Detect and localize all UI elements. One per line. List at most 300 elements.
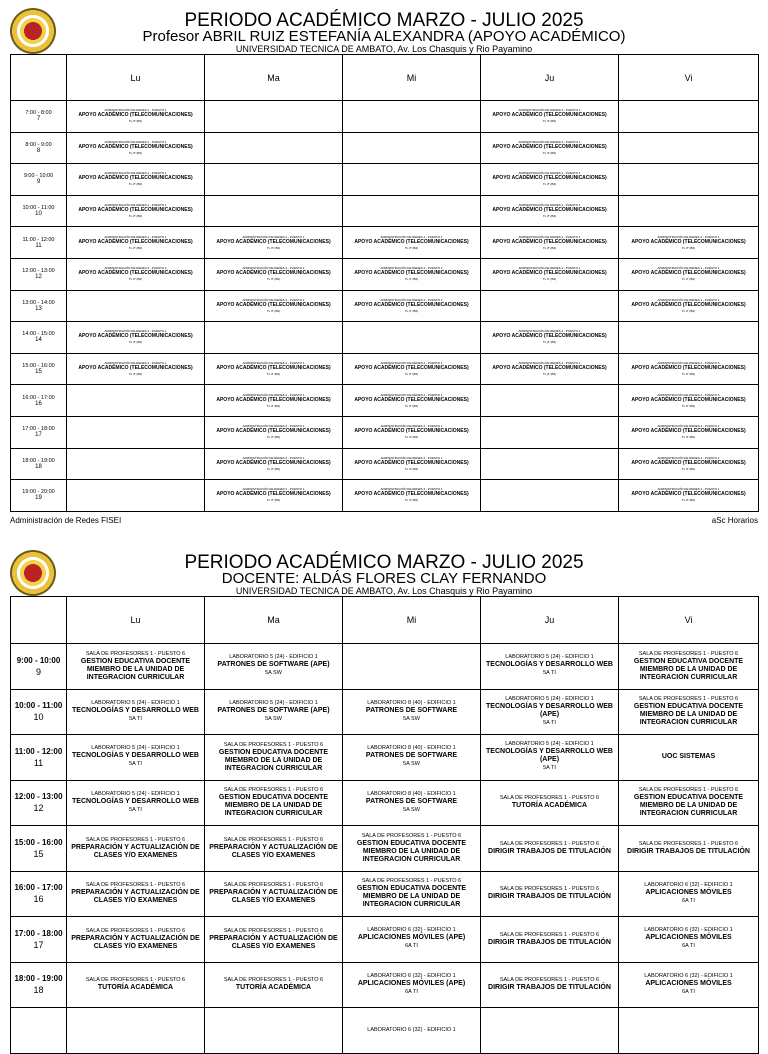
cell-group: TL IT (B2) <box>681 403 696 408</box>
cell-room: SALA DE PROFESORES 1 - PUESTO 6 <box>223 741 324 748</box>
cell-group: TL IT (B2) <box>266 435 281 440</box>
cell-activity: APLICACIONES MÓVILES (APE) <box>357 979 466 987</box>
university-address: UNIVERSIDAD TECNICA DE AMBATO, Av. Los Chasquis y Rio Payamino <box>235 586 533 596</box>
cell-room: ADMINISTRACIÓN DE REDES 2 - PUESTO 1 <box>380 234 443 239</box>
cell-room: ADMINISTRACIÓN DE REDES 2 - PUESTO 1 <box>657 297 720 302</box>
time-row <box>11 353 759 385</box>
cell-activity: APOYO ACADÉMICO (TELECOMUNICACIONES) <box>216 491 331 498</box>
footer-left: Administración de Redes FISEI <box>10 516 122 525</box>
empty-cell <box>619 322 759 354</box>
cell-group: 5A SW <box>265 715 282 722</box>
cell-room: ADMINISTRACIÓN DE REDES 2 - PUESTO 1 <box>518 329 581 334</box>
class-cell <box>67 644 205 690</box>
cell-activity: APOYO ACADÉMICO (TELECOMUNICACIONES) <box>78 238 193 245</box>
empty-cell <box>205 164 343 196</box>
empty-cell <box>619 164 759 196</box>
period-number: 16 <box>35 400 42 407</box>
empty-cell <box>205 101 343 133</box>
class-cell <box>481 132 619 164</box>
cell-room: LABORATORIO 5 (24) - EDIFICIO 1 <box>91 699 180 706</box>
class-cell <box>205 448 343 480</box>
time-range: 11:00 - 12:00 <box>14 746 63 756</box>
time-row <box>11 735 759 781</box>
empty-cell <box>481 1008 619 1054</box>
class-cell <box>343 826 481 872</box>
class-cell <box>67 164 205 196</box>
period-number: 12 <box>33 803 44 814</box>
cell-group: TL IT (B2) <box>542 277 557 282</box>
class-cell <box>481 780 619 826</box>
cell-activity: PREPARACIÓN Y ACTUALIZACIÓN DE CLASES Y/O EXAMENES <box>71 889 200 905</box>
cell-room: ADMINISTRACIÓN DE REDES 2 - PUESTO 1 <box>657 392 720 397</box>
cell-room: ADMINISTRACIÓN DE REDES 2 - PUESTO 1 <box>380 297 443 302</box>
cell-activity: PATRONES DE SOFTWARE <box>365 752 458 760</box>
time-range: 16:00 - 17:00 <box>22 394 55 401</box>
time-range: 18:00 - 19:00 <box>22 457 55 464</box>
cell-group: TL IT (B2) <box>404 245 419 250</box>
empty-cell <box>343 132 481 164</box>
class-cell <box>619 735 759 781</box>
cell-room: ADMINISTRACIÓN DE REDES 2 - PUESTO 1 <box>104 108 167 113</box>
cell-activity: APOYO ACADÉMICO (TELECOMUNICACIONES) <box>216 365 331 372</box>
cell-room: ADMINISTRACIÓN DE REDES 2 - PUESTO 1 <box>518 234 581 239</box>
cell-activity: APOYO ACADÉMICO (TELECOMUNICACIONES) <box>78 175 193 182</box>
period-number: 19 <box>35 495 42 502</box>
class-cell <box>343 689 481 735</box>
class-cell <box>205 917 343 963</box>
cell-room: LABORATORIO 5 (24) - EDIFICIO 1 <box>505 654 594 661</box>
teacher-name: Profesor ABRIL RUIZ ESTEFANÍA ALEXANDRA (APOYO ACADÉMICO) <box>142 28 626 45</box>
time-slot <box>11 826 67 872</box>
class-cell <box>619 227 759 259</box>
cell-activity: APOYO ACADÉMICO (TELECOMUNICACIONES) <box>216 270 331 277</box>
time-row <box>11 416 759 448</box>
cell-room: SALA DE PROFESORES 1 - PUESTO 6 <box>223 787 324 794</box>
time-range: 9:00 - 10:00 <box>16 655 61 665</box>
cell-group: 5A SW <box>403 761 420 768</box>
cell-group: TL IT (B2) <box>266 466 281 471</box>
class-cell <box>67 689 205 735</box>
cell-activity: APOYO ACADÉMICO (TELECOMUNICACIONES) <box>78 112 193 119</box>
time-slot <box>11 322 67 354</box>
class-cell <box>481 195 619 227</box>
cell-activity: APLICACIONES MÓVILES <box>645 979 732 987</box>
cell-room: SALA DE PROFESORES 1 - PUESTO 6 <box>85 650 186 657</box>
cell-activity: PATRONES DE SOFTWARE (APE) <box>217 706 330 714</box>
cell-room: ADMINISTRACIÓN DE REDES 2 - PUESTO 1 <box>104 329 167 334</box>
day-header: Vi <box>619 55 759 101</box>
cell-group: 6A TI <box>682 897 695 904</box>
cell-activity: TECNOLOGÍAS Y DESARROLLO WEB <box>72 706 199 714</box>
day-header: Mi <box>343 597 481 644</box>
empty-cell <box>481 290 619 322</box>
day-header: Lu <box>67 55 205 101</box>
cell-room: ADMINISTRACIÓN DE REDES 2 - PUESTO 1 <box>104 203 167 208</box>
cell-room: ADMINISTRACIÓN DE REDES 2 - PUESTO 1 <box>380 266 443 271</box>
period-title: PERIODO ACADÉMICO MARZO - JULIO 2025 <box>184 10 584 31</box>
class-cell <box>343 962 481 1008</box>
cell-room: LABORATORIO 5 (24) - EDIFICIO 1 <box>505 741 594 748</box>
period-number: 10 <box>33 712 44 723</box>
class-cell <box>481 353 619 385</box>
time-slot <box>11 290 67 322</box>
cell-activity: GESTION EDUCATIVA DOCENTE MIEMBRO DE LA UNIDAD DE INTEGRACION CURRICULAR <box>633 794 744 818</box>
time-slot <box>11 735 67 781</box>
cell-activity: TECNOLOGÍAS Y DESARROLLO WEB (APE) <box>486 702 613 718</box>
schedule-table <box>10 596 759 1054</box>
cell-activity: APOYO ACADÉMICO (TELECOMUNICACIONES) <box>492 238 607 245</box>
cell-room: SALA DE PROFESORES 1 - PUESTO 6 <box>85 927 186 934</box>
cell-group: TL IT (B2) <box>128 245 143 250</box>
cell-activity: APLICACIONES MÓVILES <box>645 888 732 896</box>
cell-activity: APOYO ACADÉMICO (TELECOMUNICACIONES) <box>216 459 331 466</box>
cell-room: ADMINISTRACIÓN DE REDES 2 - PUESTO 1 <box>242 234 305 239</box>
class-cell <box>205 780 343 826</box>
header-corner <box>11 597 67 644</box>
time-range: 8:00 - 9:00 <box>25 141 52 148</box>
time-row <box>11 290 759 322</box>
empty-cell <box>481 385 619 417</box>
time-range: 13:00 - 14:00 <box>22 299 55 306</box>
cell-activity: APOYO ACADÉMICO (TELECOMUNICACIONES) <box>354 396 469 403</box>
cell-group: 6A TI <box>405 943 418 950</box>
time-slot <box>11 258 67 290</box>
empty-cell <box>481 448 619 480</box>
day-header: Ma <box>205 55 343 101</box>
class-cell <box>343 871 481 917</box>
cell-room: LABORATORIO 6 (32) - EDIFICIO 1 <box>644 927 733 934</box>
period-number: 9 <box>35 666 41 677</box>
time-slot <box>11 385 67 417</box>
time-slot <box>11 101 67 133</box>
day-header: Mi <box>343 55 481 101</box>
time-row <box>11 1008 759 1054</box>
period-number: 18 <box>35 463 42 470</box>
cell-group: 5A TI <box>129 806 142 813</box>
cell-activity: PATRONES DE SOFTWARE <box>365 797 458 805</box>
cell-activity: APOYO ACADÉMICO (TELECOMUNICACIONES) <box>78 333 193 340</box>
cell-activity: APOYO ACADÉMICO (TELECOMUNICACIONES) <box>78 207 193 214</box>
cell-group: TL IT (B2) <box>542 119 557 124</box>
time-slot <box>11 962 67 1008</box>
empty-cell <box>205 1008 343 1054</box>
cell-room: ADMINISTRACIÓN DE REDES 2 - PUESTO 1 <box>657 234 720 239</box>
class-cell <box>619 448 759 480</box>
time-row <box>11 689 759 735</box>
time-slot <box>11 164 67 196</box>
class-cell <box>67 735 205 781</box>
cell-room: SALA DE PROFESORES 1 - PUESTO 6 <box>499 795 600 802</box>
cell-activity: APOYO ACADÉMICO (TELECOMUNICACIONES) <box>492 365 607 372</box>
time-row <box>11 448 759 480</box>
period-number: 17 <box>35 432 42 439</box>
cell-group: TL IT (B2) <box>128 277 143 282</box>
cell-activity: APOYO ACADÉMICO (TELECOMUNICACIONES) <box>492 175 607 182</box>
class-cell <box>67 195 205 227</box>
cell-activity: APOYO ACADÉMICO (TELECOMUNICACIONES) <box>492 207 607 214</box>
cell-room: LABORATORIO 6 (32) - EDIFICIO 1 <box>367 972 456 979</box>
time-range: 14:00 - 15:00 <box>22 331 55 338</box>
class-cell <box>343 735 481 781</box>
cell-room: LABORATORIO 5 (24) - EDIFICIO 1 <box>91 790 180 797</box>
class-cell <box>481 962 619 1008</box>
cell-room: ADMINISTRACIÓN DE REDES 2 - PUESTO 1 <box>242 424 305 429</box>
cell-group: TL IT (B2) <box>128 119 143 124</box>
cell-group: 5A TI <box>543 670 556 677</box>
empty-cell <box>481 480 619 512</box>
cell-room: SALA DE PROFESORES 1 - PUESTO 6 <box>85 836 186 843</box>
cell-room: ADMINISTRACIÓN DE REDES 2 - PUESTO 1 <box>518 203 581 208</box>
empty-cell <box>67 480 205 512</box>
class-cell <box>619 416 759 448</box>
cell-activity: APOYO ACADÉMICO (TELECOMUNICACIONES) <box>631 238 746 245</box>
cell-group: 5A SW <box>403 806 420 813</box>
cell-group: 5A SW <box>403 715 420 722</box>
cell-activity: TECNOLOGÍAS Y DESARROLLO WEB <box>486 661 613 669</box>
period-number: 14 <box>35 337 42 344</box>
class-cell <box>205 480 343 512</box>
cell-group: TL IT (B2) <box>681 277 696 282</box>
time-row <box>11 132 759 164</box>
cell-group: TL IT (B2) <box>128 372 143 377</box>
cell-activity: APOYO ACADÉMICO (TELECOMUNICACIONES) <box>631 428 746 435</box>
cell-room: LABORATORIO 6 (32) - EDIFICIO 1 <box>367 1026 456 1033</box>
empty-cell <box>343 644 481 690</box>
empty-cell <box>67 1008 205 1054</box>
empty-cell <box>343 322 481 354</box>
cell-room: ADMINISTRACIÓN DE REDES 2 - PUESTO 1 <box>242 455 305 460</box>
cell-activity: APOYO ACADÉMICO (TELECOMUNICACIONES) <box>631 270 746 277</box>
university-address: UNIVERSIDAD TECNICA DE AMBATO, Av. Los Chasquis y Rio Payamino <box>235 44 533 54</box>
time-slot <box>11 195 67 227</box>
cell-group: TL IT (B2) <box>128 214 143 219</box>
cell-room: LABORATORIO 5 (24) - EDIFICIO 1 <box>229 699 318 706</box>
class-cell <box>205 871 343 917</box>
cell-room: SALA DE PROFESORES 1 - PUESTO 6 <box>638 650 739 657</box>
cell-activity: PREPARACIÓN Y ACTUALIZACIÓN DE CLASES Y/O EXAMENES <box>71 843 200 859</box>
cell-room: ADMINISTRACIÓN DE REDES 2 - PUESTO 1 <box>380 487 443 492</box>
class-cell <box>205 258 343 290</box>
period-number: 10 <box>35 211 42 218</box>
cell-activity: APOYO ACADÉMICO (TELECOMUNICACIONES) <box>354 428 469 435</box>
day-header: Lu <box>67 597 205 644</box>
cell-activity: APOYO ACADÉMICO (TELECOMUNICACIONES) <box>354 365 469 372</box>
period-number: 15 <box>35 369 42 376</box>
cell-room: SALA DE PROFESORES 1 - PUESTO 6 <box>223 977 324 984</box>
time-row <box>11 917 759 963</box>
cell-group: TL IT (B2) <box>681 372 696 377</box>
cell-activity: APLICACIONES MÓVILES <box>645 934 732 942</box>
cell-activity: APOYO ACADÉMICO (TELECOMUNICACIONES) <box>216 301 331 308</box>
cell-room: ADMINISTRACIÓN DE REDES 2 - PUESTO 1 <box>104 171 167 176</box>
period-title: PERIODO ACADÉMICO MARZO - JULIO 2025 <box>184 552 584 573</box>
empty-cell <box>343 164 481 196</box>
cell-room: LABORATORIO 6 (32) - EDIFICIO 1 <box>644 972 733 979</box>
cell-room: ADMINISTRACIÓN DE REDES 2 - PUESTO 1 <box>380 361 443 366</box>
class-cell <box>343 385 481 417</box>
class-cell <box>619 826 759 872</box>
day-header: Ju <box>481 597 619 644</box>
class-cell <box>481 322 619 354</box>
cell-room: SALA DE PROFESORES 1 - PUESTO 6 <box>638 787 739 794</box>
cell-activity: APOYO ACADÉMICO (TELECOMUNICACIONES) <box>492 143 607 150</box>
time-row <box>11 164 759 196</box>
class-cell <box>343 258 481 290</box>
class-cell <box>205 962 343 1008</box>
time-row <box>11 826 759 872</box>
cell-room: ADMINISTRACIÓN DE REDES 2 - PUESTO 1 <box>518 361 581 366</box>
empty-cell <box>619 132 759 164</box>
time-range: 10:00 - 11:00 <box>22 205 55 212</box>
class-cell <box>205 689 343 735</box>
class-cell <box>343 416 481 448</box>
cell-room: LABORATORIO 5 (24) - EDIFICIO 1 <box>505 695 594 702</box>
time-range: 7:00 - 8:00 <box>25 110 52 117</box>
class-cell <box>205 416 343 448</box>
cell-room: ADMINISTRACIÓN DE REDES 2 - PUESTO 1 <box>518 108 581 113</box>
class-cell <box>205 385 343 417</box>
cell-activity: DIRIGIR TRABAJOS DE TITULACIÓN <box>627 847 750 855</box>
empty-cell <box>343 195 481 227</box>
time-slot <box>11 644 67 690</box>
time-range: 15:00 - 16:00 <box>22 363 55 370</box>
cell-group: 5A TI <box>543 765 556 772</box>
cell-room: ADMINISTRACIÓN DE REDES 2 - PUESTO 1 <box>104 361 167 366</box>
period-number: 16 <box>33 894 44 905</box>
cell-group: TL IT (B2) <box>681 466 696 471</box>
cell-group: TL IT (B2) <box>542 214 557 219</box>
cell-room: SALA DE PROFESORES 1 - PUESTO 6 <box>223 882 324 889</box>
time-slot <box>11 780 67 826</box>
class-cell <box>343 1008 481 1054</box>
cell-activity: APOYO ACADÉMICO (TELECOMUNICACIONES) <box>354 491 469 498</box>
cell-activity: TUTORÍA ACADÉMICA <box>97 984 174 992</box>
cell-activity: APOYO ACADÉMICO (TELECOMUNICACIONES) <box>78 365 193 372</box>
class-cell <box>67 322 205 354</box>
class-cell <box>619 644 759 690</box>
cell-group: TL IT (B2) <box>128 182 143 187</box>
class-cell <box>205 644 343 690</box>
class-cell <box>67 962 205 1008</box>
cell-room: ADMINISTRACIÓN DE REDES 2 - PUESTO 1 <box>104 139 167 144</box>
cell-room: SALA DE PROFESORES 1 - PUESTO 6 <box>499 931 600 938</box>
cell-group: TL IT (B2) <box>266 498 281 503</box>
class-cell <box>67 871 205 917</box>
cell-activity: GESTION EDUCATIVA DOCENTE MIEMBRO DE LA UNIDAD DE INTEGRACION CURRICULAR <box>356 885 467 909</box>
time-row <box>11 385 759 417</box>
cell-activity: GESTION EDUCATIVA DOCENTE MIEMBRO DE LA UNIDAD DE INTEGRACION CURRICULAR <box>218 794 329 818</box>
cell-room: ADMINISTRACIÓN DE REDES 2 - PUESTO 1 <box>242 361 305 366</box>
time-range: 18:00 - 19:00 <box>14 974 63 984</box>
class-cell <box>619 480 759 512</box>
time-row <box>11 480 759 512</box>
cell-room: ADMINISTRACIÓN DE REDES 2 - PUESTO 1 <box>518 266 581 271</box>
cell-room: SALA DE PROFESORES 1 - PUESTO 6 <box>85 882 186 889</box>
cell-room: ADMINISTRACIÓN DE REDES 2 - PUESTO 1 <box>242 297 305 302</box>
cell-activity: APOYO ACADÉMICO (TELECOMUNICACIONES) <box>78 270 193 277</box>
cell-room: SALA DE PROFESORES 1 - PUESTO 6 <box>223 836 324 843</box>
time-range: 15:00 - 16:00 <box>14 837 63 847</box>
time-range: 17:00 - 18:00 <box>14 928 63 938</box>
class-cell <box>205 227 343 259</box>
cell-group: 6A TI <box>682 943 695 950</box>
cell-room: ADMINISTRACIÓN DE REDES 2 - PUESTO 1 <box>380 424 443 429</box>
class-cell <box>619 353 759 385</box>
class-cell <box>481 101 619 133</box>
cell-activity: TECNOLOGÍAS Y DESARROLLO WEB (APE) <box>486 748 613 764</box>
time-range: 17:00 - 18:00 <box>22 426 55 433</box>
day-header: Ma <box>205 597 343 644</box>
cell-group: TL IT (B2) <box>404 372 419 377</box>
cell-room: SALA DE PROFESORES 1 - PUESTO 6 <box>499 977 600 984</box>
cell-group: TL IT (B2) <box>681 498 696 503</box>
class-cell <box>205 735 343 781</box>
cell-activity: GESTION EDUCATIVA DOCENTE MIEMBRO DE LA UNIDAD DE INTEGRACION CURRICULAR <box>356 839 467 863</box>
cell-room: SALA DE PROFESORES 1 - PUESTO 6 <box>361 878 462 885</box>
class-cell <box>205 826 343 872</box>
time-range: 16:00 - 17:00 <box>14 883 63 893</box>
cell-room: LABORATORIO 6 (32) - EDIFICIO 1 <box>367 927 456 934</box>
time-row <box>11 101 759 133</box>
cell-group: TL IT (B2) <box>542 150 557 155</box>
cell-activity: APLICACIONES MÓVILES (APE) <box>357 934 466 942</box>
cell-group: TL IT (B2) <box>542 340 557 345</box>
cell-activity: GESTION EDUCATIVA DOCENTE MIEMBRO DE LA UNIDAD DE INTEGRACION CURRICULAR <box>633 703 744 727</box>
period-number: 13 <box>35 305 42 312</box>
period-number: 9 <box>36 179 41 186</box>
cell-activity: APOYO ACADÉMICO (TELECOMUNICACIONES) <box>216 238 331 245</box>
time-row <box>11 258 759 290</box>
time-slot <box>11 227 67 259</box>
empty-cell <box>205 132 343 164</box>
cell-activity: TUTORÍA ACADÉMICA <box>511 802 588 810</box>
empty-cell <box>481 416 619 448</box>
class-cell <box>481 735 619 781</box>
class-cell <box>481 258 619 290</box>
cell-activity: APOYO ACADÉMICO (TELECOMUNICACIONES) <box>631 491 746 498</box>
class-cell <box>481 826 619 872</box>
cell-room: ADMINISTRACIÓN DE REDES 2 - PUESTO 1 <box>380 392 443 397</box>
cell-group: 6A TI <box>405 988 418 995</box>
period-number: 8 <box>36 147 41 154</box>
class-cell <box>481 871 619 917</box>
cell-group: TL IT (B2) <box>681 435 696 440</box>
cell-room: LABORATORIO 5 (24) - EDIFICIO 1 <box>229 654 318 661</box>
class-cell <box>343 780 481 826</box>
class-cell <box>481 689 619 735</box>
cell-activity: DIRIGIR TRABAJOS DE TITULACIÓN <box>488 938 611 946</box>
time-row <box>11 780 759 826</box>
time-slot <box>11 353 67 385</box>
cell-room: ADMINISTRACIÓN DE REDES 2 - PUESTO 1 <box>104 234 167 239</box>
cell-room: LABORATORIO 8 (40) - EDIFICIO 1 <box>367 699 456 706</box>
cell-group: 6A TI <box>682 988 695 995</box>
cell-activity: APOYO ACADÉMICO (TELECOMUNICACIONES) <box>354 270 469 277</box>
cell-activity: APOYO ACADÉMICO (TELECOMUNICACIONES) <box>216 428 331 435</box>
cell-room: ADMINISTRACIÓN DE REDES 2 - PUESTO 1 <box>657 455 720 460</box>
period-number: 18 <box>33 985 44 996</box>
cell-room: SALA DE PROFESORES 1 - PUESTO 6 <box>499 840 600 847</box>
day-header: Vi <box>619 597 759 644</box>
empty-cell <box>619 1008 759 1054</box>
cell-activity: PREPARACIÓN Y ACTUALIZACIÓN DE CLASES Y/O EXAMENES <box>71 934 200 950</box>
cell-room: LABORATORIO 8 (40) - EDIFICIO 1 <box>367 790 456 797</box>
class-cell <box>205 353 343 385</box>
time-slot <box>11 871 67 917</box>
period-number: 11 <box>35 242 42 249</box>
day-header: Ju <box>481 55 619 101</box>
empty-cell <box>67 385 205 417</box>
